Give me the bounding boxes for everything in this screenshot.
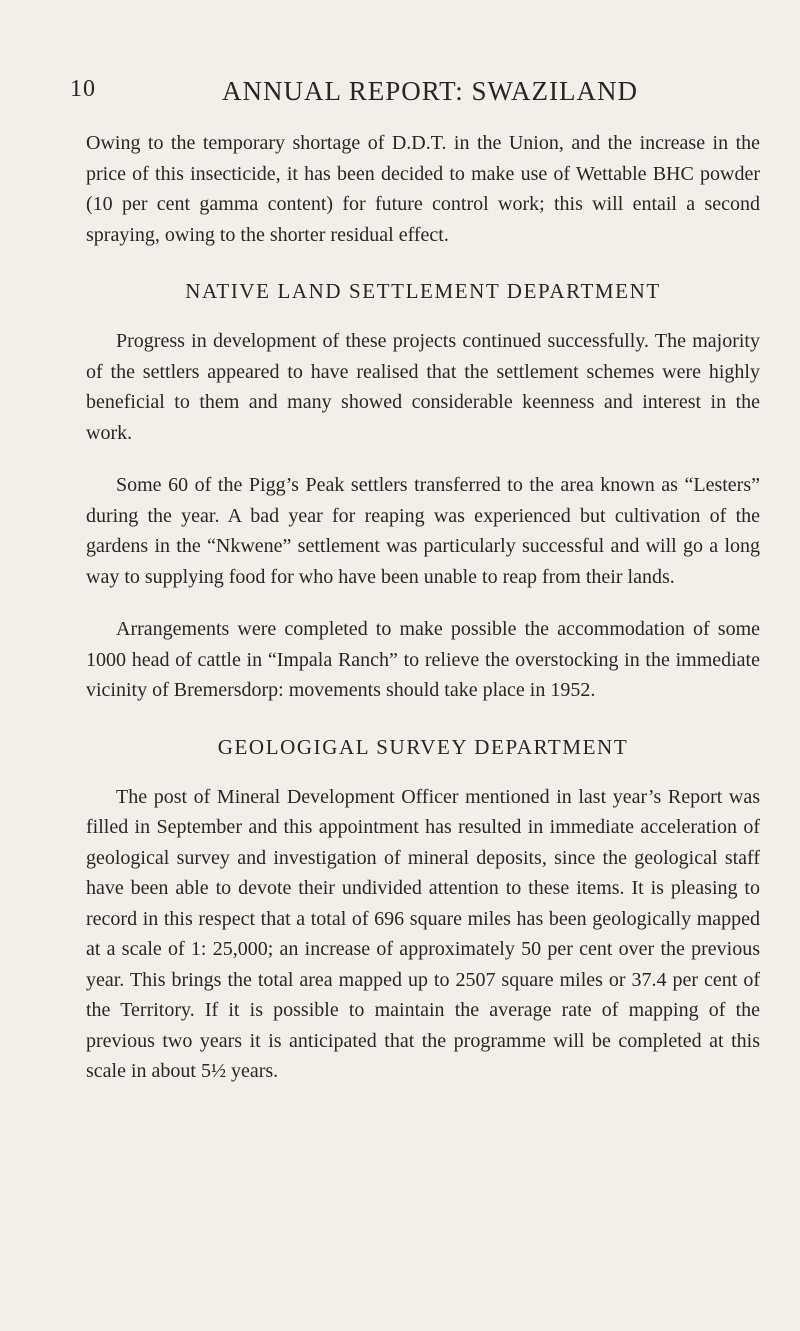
heading-native-land-settlement: NATIVE LAND SETTLEMENT DEPARTMENT [185, 279, 661, 303]
paragraph-mineral-development: The post of Mineral Development Officer mentioned in last year’s Report was filled in September and this appointment has resulted in immediate acceleration of geological survey and investigation of mineral deposits, since the geological staff have been able to devote their undivided attention to these items. It is pleasing to record in this respect that a total of 696 square miles has been geologically mapped at a scale of 1: 25,000; an increase of approximately 50 per cent over the previous year. This brings the total area mapped up to 2507 square miles or 37.4 per cent of the Territory. If it is possible to maintain the average rate of mapping of the previous two years it is anticipated that the programme will be completed at this scale in about 5½ years. [86, 785, 760, 1082]
page-header [70, 76, 750, 110]
paragraph-cattle-arrangements: Arrangements were completed to make possible the accommodation of some 1000 head of cattle in “Impala Ranch” to relieve the overstocking in the immediate vicinity of Bremersdorp: movements should take place in 1952. [86, 618, 760, 701]
running-title: ANNUAL REPORT: SWAZILAND [221, 76, 638, 106]
page-number: 10 [70, 76, 96, 102]
paragraph-settlement-progress: Progress in development of these projects continued successfully. The majority of the settlers appeared to have realised that the settlement schemes were highly beneficial to them and many showed considerable keenness and interest in the work. [86, 330, 760, 444]
body-text [86, 128, 760, 1087]
heading-geological-survey: GEOLOGIGAL SURVEY DEPARTMENT [217, 734, 629, 759]
paragraph-ddt-shortage: Owing to the temporary shortage of D.D.T. in the Union, and the increase in the price of this insecticide, it has been decided to make use of Wettable BHC powder (10 per cent gamma content) for future control work; this will entail a second spraying, owing to the shorter residual effect. [86, 132, 760, 246]
paragraph-settlers-transferred: Some 60 of the Pigg’s Peak settlers transferred to the area known as “Lesters” during the year. A bad year for reaping was experienced but cultivation of the gardens in the “Nkwene” settlement was particularly successful and will go a long way to supplying food for who have been unable to reap from their lands. [86, 474, 760, 588]
